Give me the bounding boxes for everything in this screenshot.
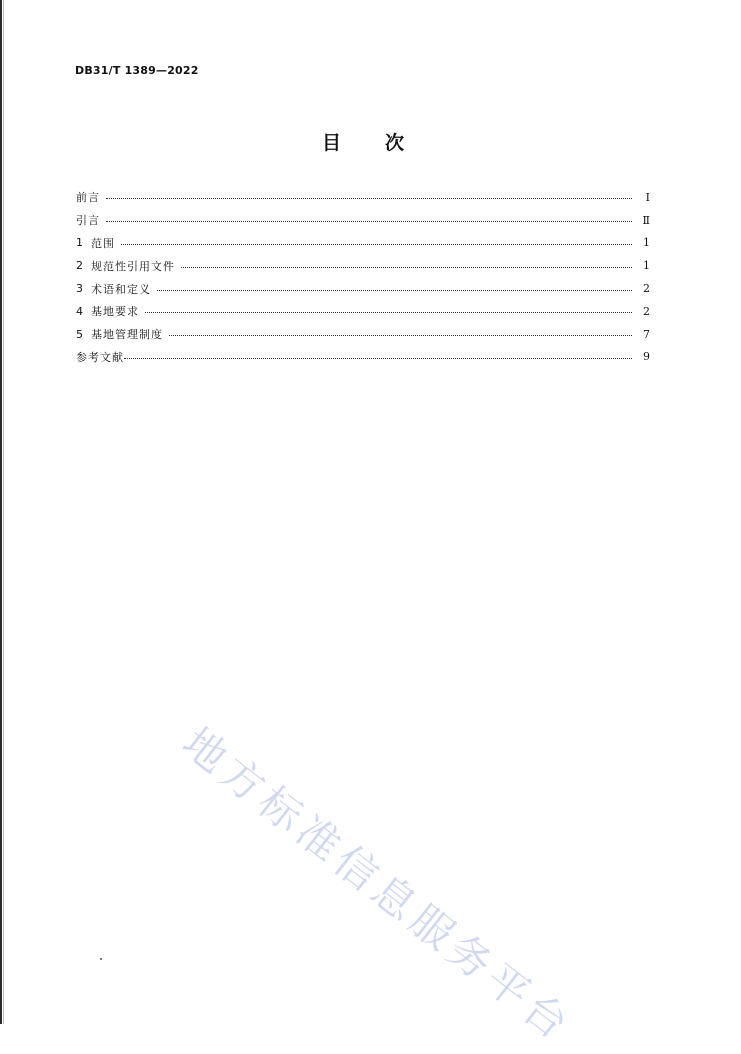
toc-entry-label: 规范性引用文件 (91, 259, 175, 273)
table-of-contents (76, 186, 650, 368)
scan-edge (0, 0, 2, 1024)
toc-leader-dots (124, 358, 632, 359)
toc-leader-dots (181, 267, 632, 268)
toc-leader-dots (121, 244, 632, 245)
scan-edge-shadow (3, 0, 4, 1024)
toc-leader-dots (169, 335, 632, 336)
toc-entry-foreword[interactable] (76, 186, 650, 209)
toc-entry-management-system[interactable] (76, 323, 650, 346)
toc-entry-label: 基地管理制度 (91, 328, 163, 342)
scan-speck (100, 958, 102, 960)
toc-entry-base-requirements[interactable] (76, 300, 650, 323)
toc-entry-number: 5 (76, 327, 83, 341)
toc-entry-terms-definitions[interactable] (76, 277, 650, 300)
toc-entry-page: 1 (643, 259, 650, 273)
toc-entry-label: 引言 (76, 214, 100, 228)
toc-leader-dots (106, 198, 632, 199)
toc-entry-label: 术语和定义 (91, 282, 151, 296)
watermark-text: 地方标准信息服务平台 (173, 717, 582, 1052)
toc-entry-normative-references[interactable] (76, 254, 650, 277)
toc-entry-number: 3 (76, 282, 83, 296)
toc-entry-bibliography[interactable] (76, 346, 650, 369)
toc-entry-page: 7 (643, 327, 650, 341)
toc-entry-page: 9 (643, 350, 650, 364)
toc-entry-label: 范围 (91, 236, 115, 250)
toc-entry-number: 2 (76, 259, 83, 273)
toc-entry-page: I (645, 190, 650, 204)
toc-entry-page: 2 (643, 304, 650, 318)
toc-entry-label: 基地要求 (91, 305, 139, 319)
toc-entry-label: 前言 (76, 191, 100, 205)
toc-entry-introduction[interactable] (76, 209, 650, 232)
toc-title: 目次 (322, 132, 449, 154)
toc-entry-number: 1 (76, 236, 83, 250)
toc-entry-page: 1 (643, 236, 650, 250)
toc-entry-page: Ⅱ (642, 213, 650, 227)
toc-entry-number: 4 (76, 304, 83, 318)
toc-entry-page: 2 (643, 282, 650, 296)
toc-entry-scope[interactable] (76, 232, 650, 255)
toc-leader-dots (145, 312, 632, 313)
toc-entry-label: 参考文献 (76, 350, 124, 364)
toc-leader-dots (106, 221, 632, 222)
document-code: DB31/T 1389—2022 (75, 64, 199, 77)
toc-leader-dots (157, 290, 632, 291)
